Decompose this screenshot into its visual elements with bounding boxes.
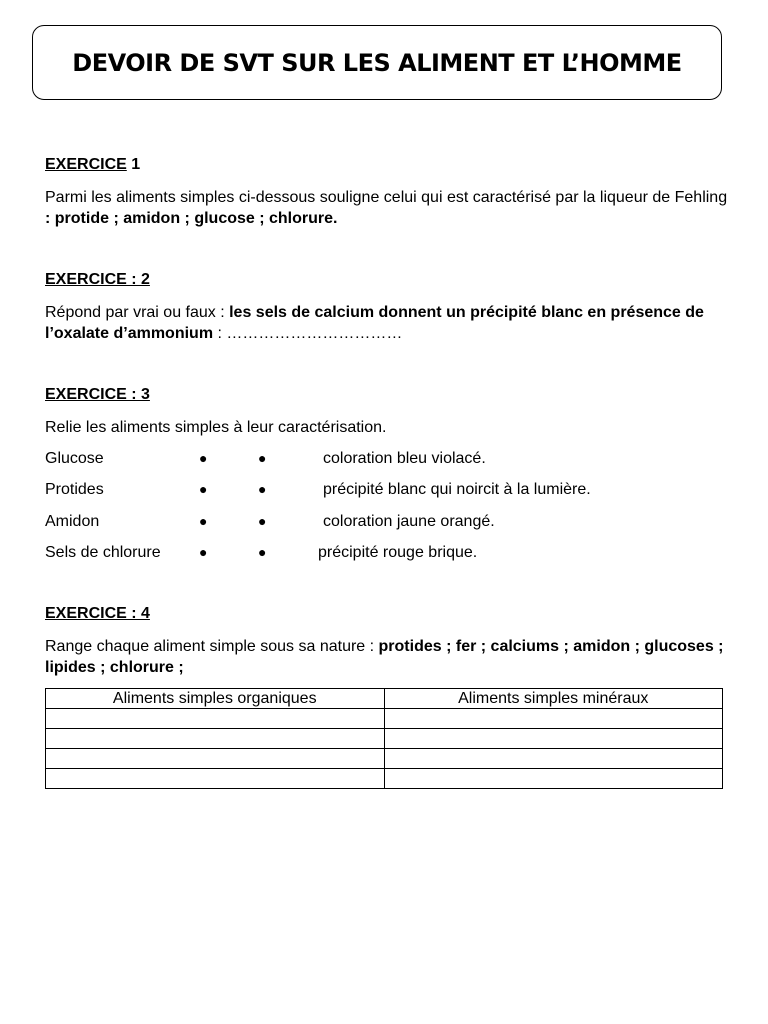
match-right-bullet: ● bbox=[258, 481, 267, 497]
answer-cell-organic[interactable] bbox=[46, 709, 385, 729]
match-right-item: précipité blanc qui noircit à la lumière. bbox=[323, 481, 591, 498]
match-row bbox=[45, 542, 725, 563]
answer-cell-mineral[interactable] bbox=[384, 749, 723, 769]
column-header-mineral: Aliments simples minéraux bbox=[384, 689, 723, 709]
match-row bbox=[45, 479, 725, 500]
exercise-1-label: EXERCICE bbox=[45, 156, 127, 173]
table-header-row bbox=[46, 689, 723, 709]
match-right-bullet: ● bbox=[258, 450, 267, 466]
exercise-2-statement: les sels de calcium donnent un précipité blanc en présence de l’oxalate d’ammonium bbox=[45, 304, 704, 342]
exercise-2-title bbox=[45, 271, 150, 289]
exercise-2-answer-blank: : …………………………… bbox=[213, 325, 403, 342]
match-left-item: Protides bbox=[45, 481, 104, 498]
exercise-2-label: EXERCICE : 2 bbox=[45, 271, 150, 288]
exercise-3-label: EXERCICE : 3 bbox=[45, 386, 150, 403]
match-left-bullet: ● bbox=[199, 481, 208, 497]
match-right-item: coloration jaune orangé. bbox=[323, 513, 495, 530]
answer-cell-mineral[interactable] bbox=[384, 729, 723, 749]
exercise-1-number: 1 bbox=[126, 156, 141, 173]
match-right-bullet: ● bbox=[258, 544, 267, 560]
match-left-bullet: ● bbox=[199, 513, 208, 529]
exercise-4-instruction: Range chaque aliment simple sous sa nature : bbox=[45, 638, 379, 655]
exercise-3-instruction: Relie les aliments simples à leur caractérisation. bbox=[45, 419, 387, 436]
match-left-item: Glucose bbox=[45, 450, 104, 467]
table-row bbox=[46, 769, 723, 789]
exercise-4-text bbox=[45, 636, 730, 678]
title-box bbox=[32, 25, 722, 100]
table-row bbox=[46, 709, 723, 729]
exercise-2-text bbox=[45, 302, 730, 344]
match-left-item: Sels de chlorure bbox=[45, 544, 161, 561]
match-row bbox=[45, 448, 725, 469]
table-row bbox=[46, 749, 723, 769]
answer-cell-organic[interactable] bbox=[46, 729, 385, 749]
exercise-2-instruction: Répond par vrai ou faux : bbox=[45, 304, 230, 321]
exercise-1-title bbox=[45, 156, 140, 174]
classification-table bbox=[45, 688, 723, 789]
exercise-3-title bbox=[45, 386, 150, 404]
match-right-bullet: ● bbox=[258, 513, 267, 529]
match-row bbox=[45, 511, 725, 532]
exercise-4-title bbox=[45, 605, 150, 623]
table-row bbox=[46, 729, 723, 749]
match-right-item: coloration bleu violacé. bbox=[323, 450, 486, 467]
match-right-item: précipité rouge brique. bbox=[318, 544, 478, 561]
exercise-4-label: EXERCICE : 4 bbox=[45, 605, 150, 622]
answer-cell-organic[interactable] bbox=[46, 749, 385, 769]
document-title: DEVOIR DE SVT SUR LES ALIMENT ET L’HOMME bbox=[72, 48, 682, 77]
match-left-bullet: ● bbox=[199, 450, 208, 466]
exercise-1-question: Parmi les aliments simples ci-dessous souligne celui qui est caractérisé par la liqueur de Fehling bbox=[45, 189, 728, 206]
answer-cell-mineral[interactable] bbox=[384, 769, 723, 789]
match-left-bullet: ● bbox=[199, 544, 208, 560]
exercise-1-text bbox=[45, 187, 730, 229]
answer-cell-mineral[interactable] bbox=[384, 709, 723, 729]
column-header-organic: Aliments simples organiques bbox=[46, 689, 385, 709]
exercise-4-items: protides ; fer ; calciums ; amidon ; glucoses ; lipides ; chlorure ; bbox=[45, 638, 724, 676]
match-left-item: Amidon bbox=[45, 513, 100, 530]
exercise-1-options: : protide ; amidon ; glucose ; chlorure. bbox=[45, 210, 338, 227]
answer-cell-organic[interactable] bbox=[46, 769, 385, 789]
